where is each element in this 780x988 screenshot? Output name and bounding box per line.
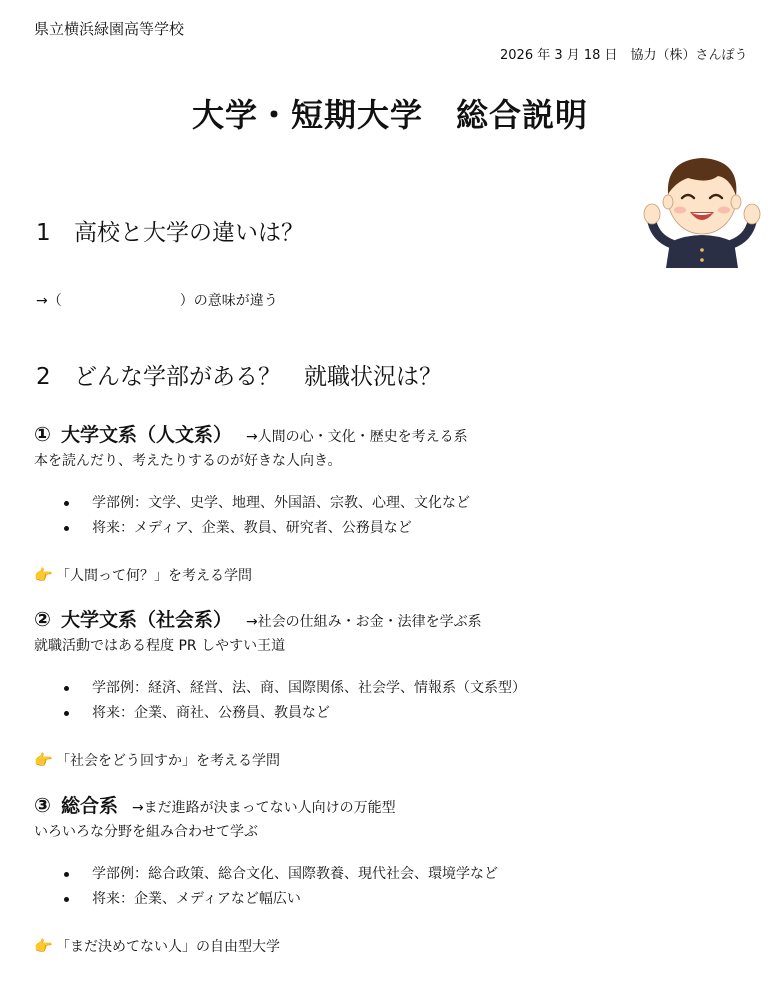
category-bullet-list	[60, 676, 526, 726]
category-bullet-list	[60, 862, 498, 912]
section-number: 2	[36, 364, 51, 390]
pointing-hand-icon: 👉	[34, 566, 53, 584]
school-name: 県立横浜緑園高等学校	[34, 20, 185, 38]
date-credit: 2026 年 3 月 18 日 協力（株）さんぽう	[500, 48, 748, 63]
arrow-suffix: ）の意味が違う	[179, 293, 278, 309]
waving-boy-illustration	[642, 142, 762, 268]
category-heading	[34, 791, 396, 818]
category-heading	[34, 420, 468, 447]
fill-in-line	[36, 290, 278, 310]
category-heading	[34, 605, 482, 632]
category-point	[34, 750, 280, 770]
pointing-hand-icon: 👉	[34, 937, 53, 955]
list-item: 学部例：総合政策、総合文化、国際教養、現代社会、環境学など	[60, 862, 498, 887]
category-bullet-list	[60, 491, 470, 541]
list-item: 学部例：経済、経営、法、商、国際関係、社会学、情報系（文系型）	[60, 676, 526, 701]
category-description: 就職活動ではある程度 PR しやすい王道	[34, 638, 286, 654]
category-name: 大学文系（社会系）	[60, 609, 232, 631]
section-number: 1	[36, 220, 51, 246]
point-text: 「まだ決めてない人」の自由型大学	[56, 939, 280, 955]
category-point	[34, 565, 252, 585]
section-heading-2	[36, 358, 442, 391]
category-number: ①	[34, 422, 51, 446]
list-item: 学部例：文学、史学、地理、外国語、宗教、心理、文化など	[60, 491, 470, 516]
category-tagline: →まだ進路が決まってない人向けの万能型	[131, 800, 396, 816]
list-item: 将来：企業、メディアなど幅広い	[60, 887, 498, 912]
section-title: 高校と大学の違いは？	[74, 220, 304, 246]
category-tagline: →人間の心・文化・歴史を考える系	[245, 429, 468, 445]
category-number: ②	[34, 607, 51, 631]
section-heading-1	[36, 214, 304, 247]
point-text: 「人間って何？」を考える学問	[56, 568, 252, 584]
category-tagline: →社会の仕組み・お金・法律を学ぶ系	[245, 614, 482, 630]
category-description: いろいろな分野を組み合わせて学ぶ	[34, 824, 258, 840]
list-item: 将来：メディア、企業、教員、研究者、公務員など	[60, 516, 470, 541]
category-name: 総合系	[60, 795, 118, 817]
pointing-hand-icon: 👉	[34, 751, 53, 769]
list-item: 将来：企業、商社、公務員、教員など	[60, 701, 526, 726]
page-title: 大学・短期大学 総合説明	[191, 96, 588, 134]
category-number: ③	[34, 793, 51, 817]
category-description: 本を読んだり、考えたりするのが好きな人向き。	[34, 453, 342, 469]
point-text: 「社会をどう回すか」を考える学問	[56, 753, 280, 769]
section-title: どんな学部がある？ 就職状況は？	[74, 364, 442, 390]
arrow-prefix: →（	[36, 293, 62, 309]
category-name: 大学文系（人文系）	[60, 424, 232, 446]
category-point	[34, 936, 280, 956]
